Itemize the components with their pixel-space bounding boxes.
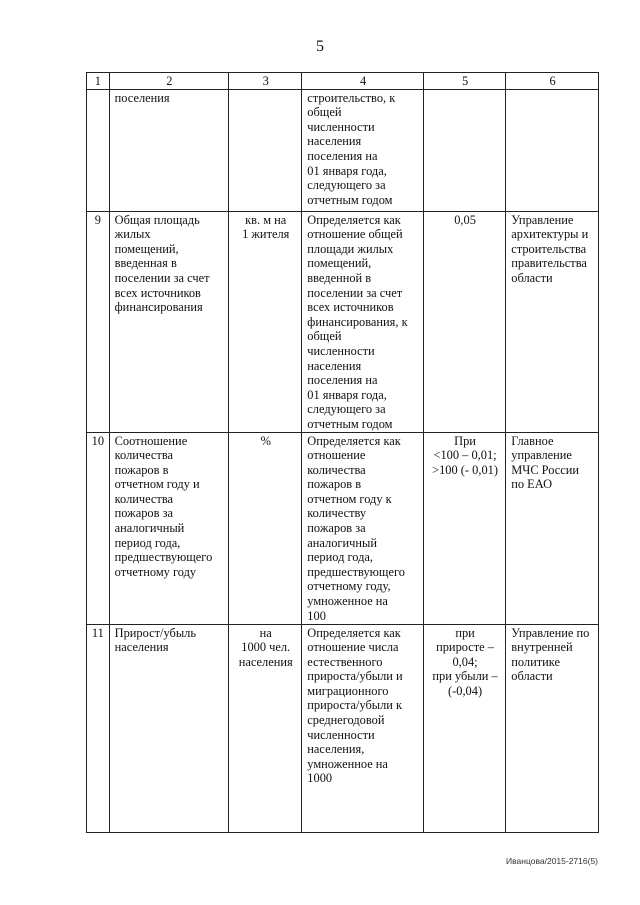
- page-number: 5: [316, 38, 324, 55]
- table-row: [87, 89, 599, 211]
- unit-cell: %: [229, 432, 302, 624]
- responsible-cell: Главное управление МЧС России по ЕАО: [506, 432, 599, 624]
- column-header-3: 3: [229, 73, 302, 90]
- table-row: [87, 624, 599, 832]
- table-header-row: [87, 73, 599, 90]
- responsible-cell: Управление по внутренней политике области: [506, 624, 599, 832]
- indicator-name-cell: Прирост/убыль населения: [109, 624, 229, 832]
- method-cell: Определяется как отношение общей площади жилых помещений, введенной в поселении за счет всех источников финансирования, к общей численности населения поселения на 01 января года, следующего за отчетным годом: [302, 211, 424, 432]
- row-number-cell: 9: [87, 211, 110, 432]
- table-row: [87, 211, 599, 432]
- row-number-cell: [87, 89, 110, 211]
- table-row: [87, 432, 599, 624]
- method-cell: Определяется как отношение количества пожаров в отчетном году к количеству пожаров за аналогичный период года, предшествующего отчетному году, умноженное на 100: [302, 432, 424, 624]
- responsible-cell: [506, 89, 599, 211]
- indicator-name-cell: поселения: [109, 89, 229, 211]
- weight-cell: при приросте – 0,04; при убыли – (-0,04): [423, 624, 505, 832]
- unit-cell: кв. м на 1 жителя: [229, 211, 302, 432]
- method-cell: строительство, к общей численности населения поселения на 01 января года, следующего за отчетным годом: [302, 89, 424, 211]
- responsible-cell: Управление архитектуры и строительства правительства области: [506, 211, 599, 432]
- row-number-cell: 11: [87, 624, 110, 832]
- row-number-cell: 10: [87, 432, 110, 624]
- column-header-6: 6: [506, 73, 599, 90]
- unit-cell: на 1000 чел. населения: [229, 624, 302, 832]
- indicator-name-cell: Общая площадь жилых помещений, введенная в поселении за счет всех источников финансирования: [109, 211, 229, 432]
- column-header-4: 4: [302, 73, 424, 90]
- unit-cell: [229, 89, 302, 211]
- weight-cell: При <100 – 0,01; >100 (- 0,01): [423, 432, 505, 624]
- weight-cell: 0,05: [423, 211, 505, 432]
- method-cell: Определяется как отношение числа естественного прироста/убыли и миграционного прироста/убыли к среднегодовой численности населения, умноженное на 1000: [302, 624, 424, 832]
- weight-cell: [423, 89, 505, 211]
- column-header-5: 5: [423, 73, 505, 90]
- indicators-table: [86, 72, 599, 833]
- document-footer-code: Иванцова/2015-2716(5): [506, 856, 598, 866]
- column-header-2: 2: [109, 73, 229, 90]
- column-header-1: 1: [87, 73, 110, 90]
- indicator-name-cell: Соотношение количества пожаров в отчетном году и количества пожаров за аналогичный период года, предшествующего отчетному году: [109, 432, 229, 624]
